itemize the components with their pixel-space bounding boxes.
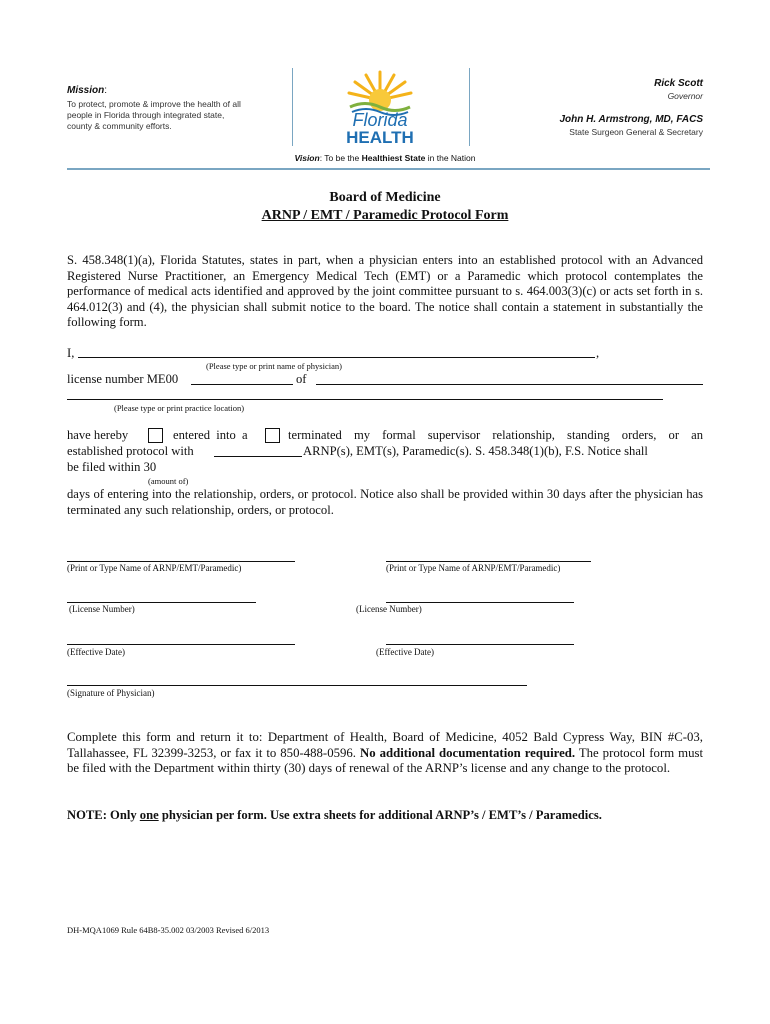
note-line: [67, 808, 602, 823]
form-identifier: DH-MQA1069 Rule 64B8-35.002 03/2003 Revised 6/2013: [67, 925, 270, 935]
arnp-name-line-right[interactable]: [386, 561, 591, 562]
physician-name-field[interactable]: [78, 344, 595, 358]
note-post: physician per form. Use extra sheets for additional ARNP’s / EMT’s / Paramedics.: [158, 808, 602, 822]
mission-label: Mission: [67, 85, 105, 96]
surgeon-general-name: John H. Armstrong, MD, FACS: [559, 114, 703, 125]
license-label-right: (License Number): [356, 604, 422, 614]
practice-location-field[interactable]: [316, 371, 703, 385]
terminated-checkbox[interactable]: [265, 428, 280, 443]
note-one: one: [139, 808, 159, 822]
license-label-left: (License Number): [69, 604, 135, 614]
terminated-label: terminated my formal supervisor relationship, standing orders, or an: [288, 428, 703, 442]
header-divider-left: [292, 68, 293, 146]
physician-signature-label: (Signature of Physician): [67, 688, 155, 698]
count-field[interactable]: [214, 443, 302, 457]
form-subtitle: ARNP / EMT / Paramedic Protocol Form: [261, 208, 509, 223]
established-with-label: established protocol with: [67, 444, 194, 458]
mission-title: [67, 85, 107, 96]
mission-colon: :: [104, 85, 108, 96]
governor-name: Rick Scott: [654, 78, 703, 89]
surgeon-general-title: State Surgeon General & Secretary: [569, 127, 703, 137]
i-label: I,: [67, 346, 75, 360]
note-pre: NOTE: Only: [67, 808, 140, 822]
practice-location-field-2[interactable]: [67, 386, 663, 400]
arnp-name-label-left: (Print or Type Name of ARNP/EMT/Paramedic): [67, 563, 242, 573]
header-rule: [67, 168, 710, 170]
date-line-left[interactable]: [67, 644, 295, 645]
date-line-right[interactable]: [386, 644, 574, 645]
days-paragraph: days of entering into the relationship, orders, or protocol. Notice also shall be provided within 30 days after the physician has terminated any such relationship, orders, or protocol.: [67, 487, 703, 517]
return-text-2: The protocol form must be filed with the Department within thirty (30) days of renewal of the ARNP’s license and any change to the protocol.: [67, 745, 704, 776]
florida-health-logo: [340, 70, 420, 146]
arnp-name-label-right: (Print or Type Name of ARNP/EMT/Paramedic): [386, 563, 561, 573]
filed-within-label: be filed within 30: [67, 460, 157, 474]
license-label: license number ME00: [67, 372, 179, 386]
return-bold: No additional documentation required.: [359, 745, 576, 760]
physician-name-hint: (Please type or print name of physician): [206, 361, 342, 371]
entered-into-label: entered into a: [173, 428, 248, 442]
amount-hint: (amount of): [148, 476, 189, 486]
entered-checkbox[interactable]: [148, 428, 163, 443]
vision-label: Vision: [294, 153, 320, 163]
governor-title: Governor: [667, 91, 703, 101]
logo-florida: Florida: [352, 110, 408, 130]
license-line-right[interactable]: [386, 602, 574, 603]
license-line-left[interactable]: [67, 602, 256, 603]
of-label: of: [296, 372, 307, 386]
vision-statement: [0, 153, 770, 163]
vision-bold: Healthiest State: [361, 153, 426, 163]
physician-signature-line[interactable]: [67, 685, 527, 686]
license-number-field[interactable]: [191, 371, 293, 385]
intro-paragraph: S. 458.348(1)(a), Florida Statutes, states in part, when a physician enters into an established protocol with an Advanced Registered Nurse Practitioner, an Emergency Medical Tech (EMT) or a Paramedic which protocol contemplates the performance of medical acts identified and approved by the joint committee pursuant to s. 464.003(3)(c) or acts set forth in s. 464.012(3) and (4), the physician shall submit notice to the board. The notice shall contain a statement in substantially the following form.: [67, 253, 703, 330]
have-hereby-label: have hereby: [67, 428, 129, 442]
vision-post: in the Nation: [425, 153, 476, 163]
arnp-name-line-left[interactable]: [67, 561, 295, 562]
date-label-left: (Effective Date): [67, 647, 126, 657]
header-divider-right: [469, 68, 470, 146]
return-text: Complete this form and return it to: Department of Health, Board of Medicine, 4052 Bald Cypress Way, BIN #C-03, Tallahassee, FL 32399-3253, or fax it to 850-488-0596.: [67, 730, 703, 760]
return-instructions: [67, 730, 703, 777]
mission-text: To protect, promote & improve the health of all people in Florida through integrated state, county & community efforts.: [67, 99, 241, 131]
practice-location-hint: (Please type or print practice location): [114, 403, 245, 413]
vision-pre: : To be the: [319, 153, 362, 163]
logo-health: HEALTH: [346, 128, 414, 147]
form-title: Board of Medicine: [329, 190, 441, 205]
arnp-text: ARNP(s), EMT(s), Paramedic(s). S. 458.348(1)(b), F.S. Notice shall: [303, 444, 648, 458]
date-label-right: (Effective Date): [376, 647, 435, 657]
physician-name-comma: ,: [596, 346, 600, 360]
